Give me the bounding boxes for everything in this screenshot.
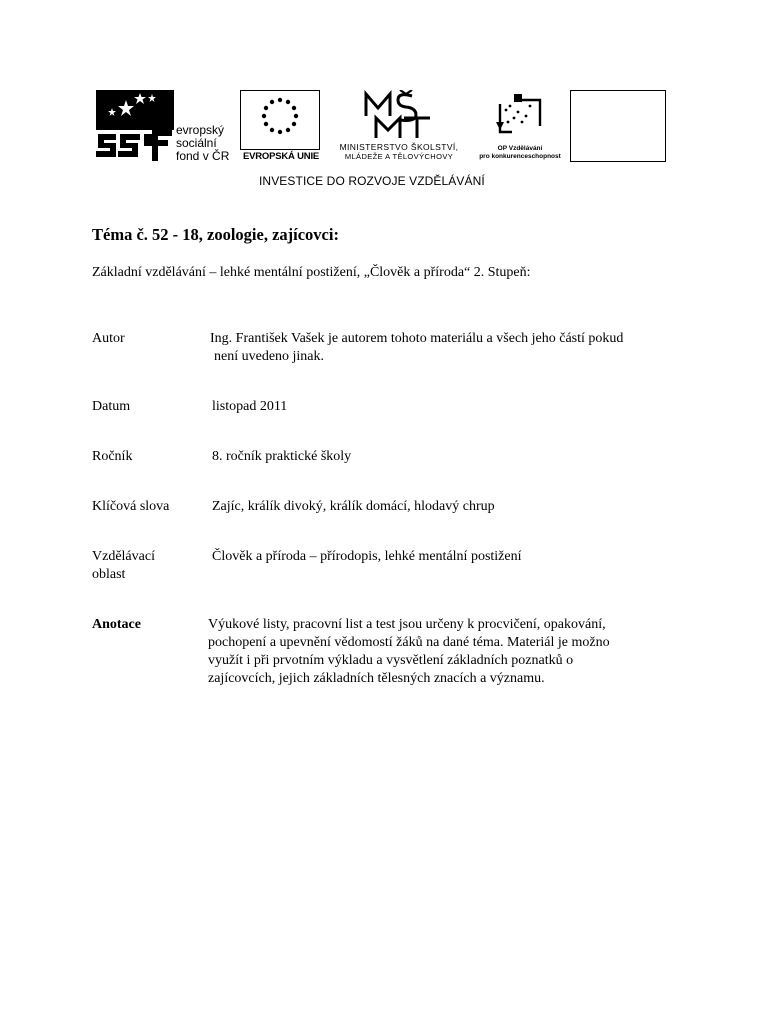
label-anotace: Anotace [92,617,141,632]
document-title: Téma č. 52 - 18, zoologie, zajícovci: [92,225,339,244]
value-vzdelavaci-oblast: Člověk a příroda – přírodopis, lehké mentální postižení [212,549,522,564]
label-klicova-slova: Klíčová slova [92,499,170,514]
value-autor: Ing. František Vašek je autorem tohoto materiálu a všech jeho částí pokud není uvedeno jinak. [210,331,624,364]
label-datum: Datum [92,399,131,414]
label-autor: Autor [92,331,125,346]
value-datum: listopad 2011 [212,399,288,414]
value-rocnik: 8. ročník praktické školy [212,449,352,464]
label-rocnik: Ročník [92,449,133,464]
op-label: OP Vzdělávání pro konkurenceschopnost [479,145,561,160]
value-anotace: Výukové listy, pracovní list a test jsou určeny k procvičení, opakování, pochopení a upevnění vědomostí žáků na dané téma. Materiál je možno využít i při prvotním výkladu a vysvětlení základních poznatků o zajícovcích, jejich základních tělesných znacích a významu. [208,617,610,686]
esf-logo [96,90,174,164]
investice-slogan: INVESTICE DO ROZVOJE VZDĚLÁVÁNÍ [259,174,485,188]
op-vzdelavani-logo [492,92,548,144]
msmt-logo [360,90,438,140]
value-klicova-slova: Zajíc, králík divoký, králík domácí, hlodavý chrup [212,499,495,514]
eu-label: EVROPSKÁ UNIE [242,151,320,162]
msmt-label: MINISTERSTVO ŠKOLSTVÍ, MLÁDEŽE A TĚLOVÝCHOVY [339,142,459,161]
label-vzdelavaci-oblast: Vzdělávací oblast [92,549,155,582]
document-subtitle: Základní vzdělávání – lehké mentální postižení, „Člověk a příroda“ 2. Stupeň: [92,265,531,280]
esf-text: evropský sociální fond v ČR [176,123,230,163]
empty-logo-box [570,90,666,162]
